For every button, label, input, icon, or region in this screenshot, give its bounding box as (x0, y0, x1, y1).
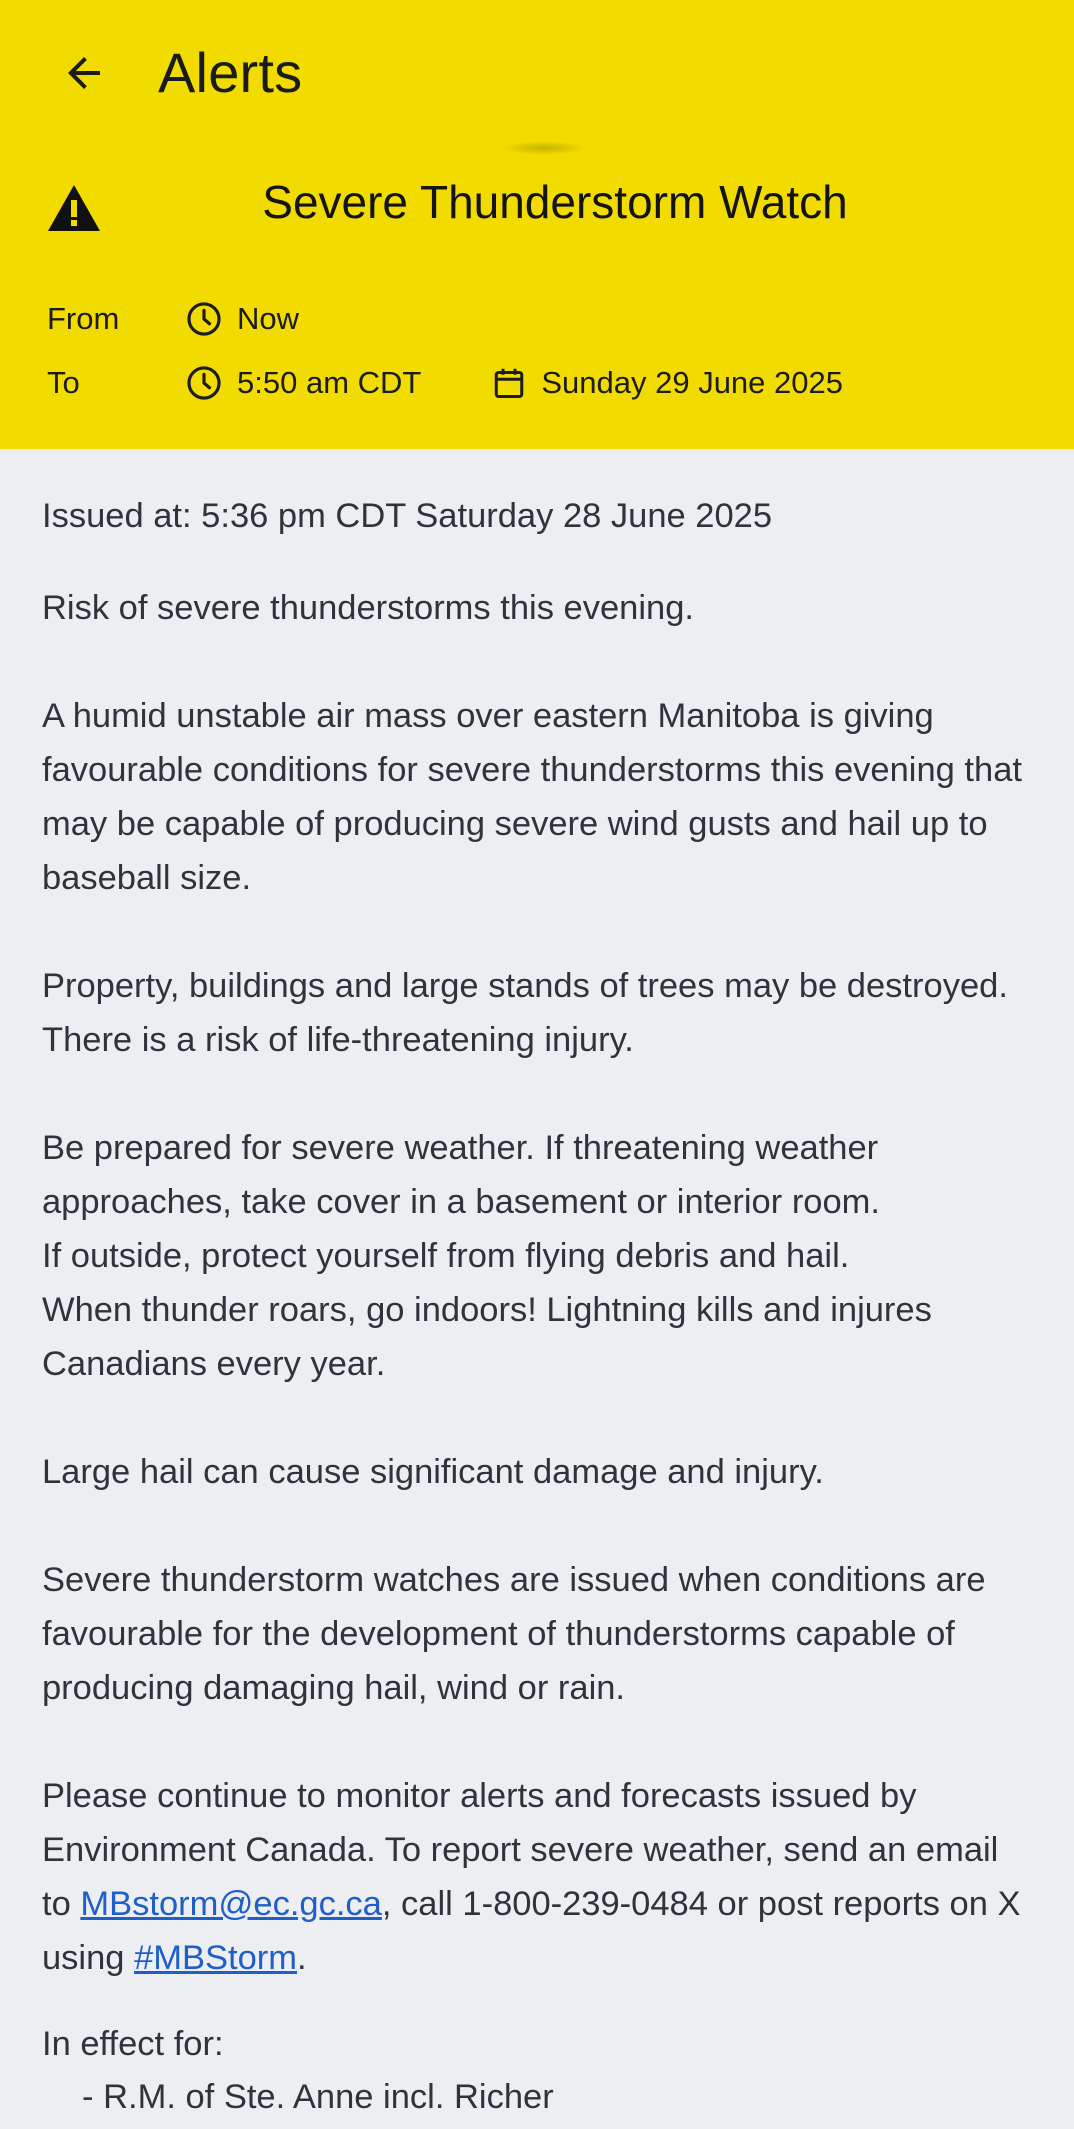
paragraph-gap (42, 1391, 1032, 1445)
alert-header (0, 0, 1074, 449)
header-shadow (500, 141, 588, 155)
paragraph-gap (42, 905, 1032, 959)
contact-text: Please continue to monitor alerts and forecasts issued by Environment Canada. To report severe weather, send an email to (42, 1777, 999, 1923)
clock-icon (185, 364, 223, 402)
email-link[interactable]: MBstorm@ec.gc.ca (80, 1885, 382, 1923)
alert-body (0, 489, 1074, 2123)
alert-title-row (0, 145, 1074, 265)
paragraph-gap (42, 1499, 1032, 1553)
contact-text: , call 1-800-239-0484 or post reports on X using (42, 1885, 1021, 1977)
arrow-back-icon (60, 49, 108, 97)
body-paragraph: Property, buildings and large stands of trees may be destroyed. There is a risk of life-threatening injury. (42, 967, 1008, 1059)
from-row (47, 300, 299, 338)
to-time-value: 5:50 am CDT (237, 365, 422, 400)
to-date-value: Sunday 29 June 2025 (541, 365, 843, 400)
body-paragraph: If outside, protect yourself from flying debris and hail. (42, 1237, 850, 1275)
paragraph-gap (42, 1067, 1032, 1121)
from-value: Now (237, 301, 300, 336)
clock-icon (185, 300, 223, 338)
to-date (491, 364, 843, 402)
to-label: To (47, 365, 80, 400)
in-effect-label: In effect for: (42, 2025, 224, 2063)
body-paragraph: Risk of severe thunderstorms this evening. (42, 589, 694, 627)
to-row (47, 364, 843, 402)
to-time (185, 364, 421, 402)
body-paragraph: When thunder roars, go indoors! Lightning kills and injures Canadians every year. (42, 1291, 932, 1383)
back-button[interactable] (54, 43, 114, 103)
in-effect-item: - R.M. of Ste. Anne incl. Richer (82, 2078, 554, 2116)
body-paragraph: Large hail can cause significant damage and injury. (42, 1453, 824, 1491)
body-paragraph: A humid unstable air mass over eastern Manitoba is giving favourable conditions for severe thunderstorms this evening that may be capable of producing severe wind gusts and hail up to baseball size. (42, 697, 1022, 897)
from-label: From (47, 301, 120, 336)
body-paragraph: Severe thunderstorm watches are issued when conditions are favourable for the development of thunderstorms capable of producing damaging hail, wind or rain. (42, 1561, 986, 1707)
contact-text: . (297, 1939, 307, 1977)
paragraph-gap (42, 1715, 1032, 1769)
contact-paragraph (42, 1769, 1032, 1985)
paragraph-gap (42, 635, 1032, 689)
body-paragraph: Be prepared for severe weather. If threatening weather approaches, take cover in a basement or interior room. (42, 1129, 881, 1221)
page-title: Alerts (158, 41, 303, 104)
hashtag-link[interactable]: #MBStorm (134, 1939, 298, 1977)
app-bar (0, 0, 1074, 145)
issued-at: Issued at: 5:36 pm CDT Saturday 28 June 2025 (42, 497, 773, 535)
calendar-icon (491, 364, 527, 402)
alert-title: Severe Thunderstorm Watch (262, 176, 848, 228)
from-time (185, 300, 299, 338)
